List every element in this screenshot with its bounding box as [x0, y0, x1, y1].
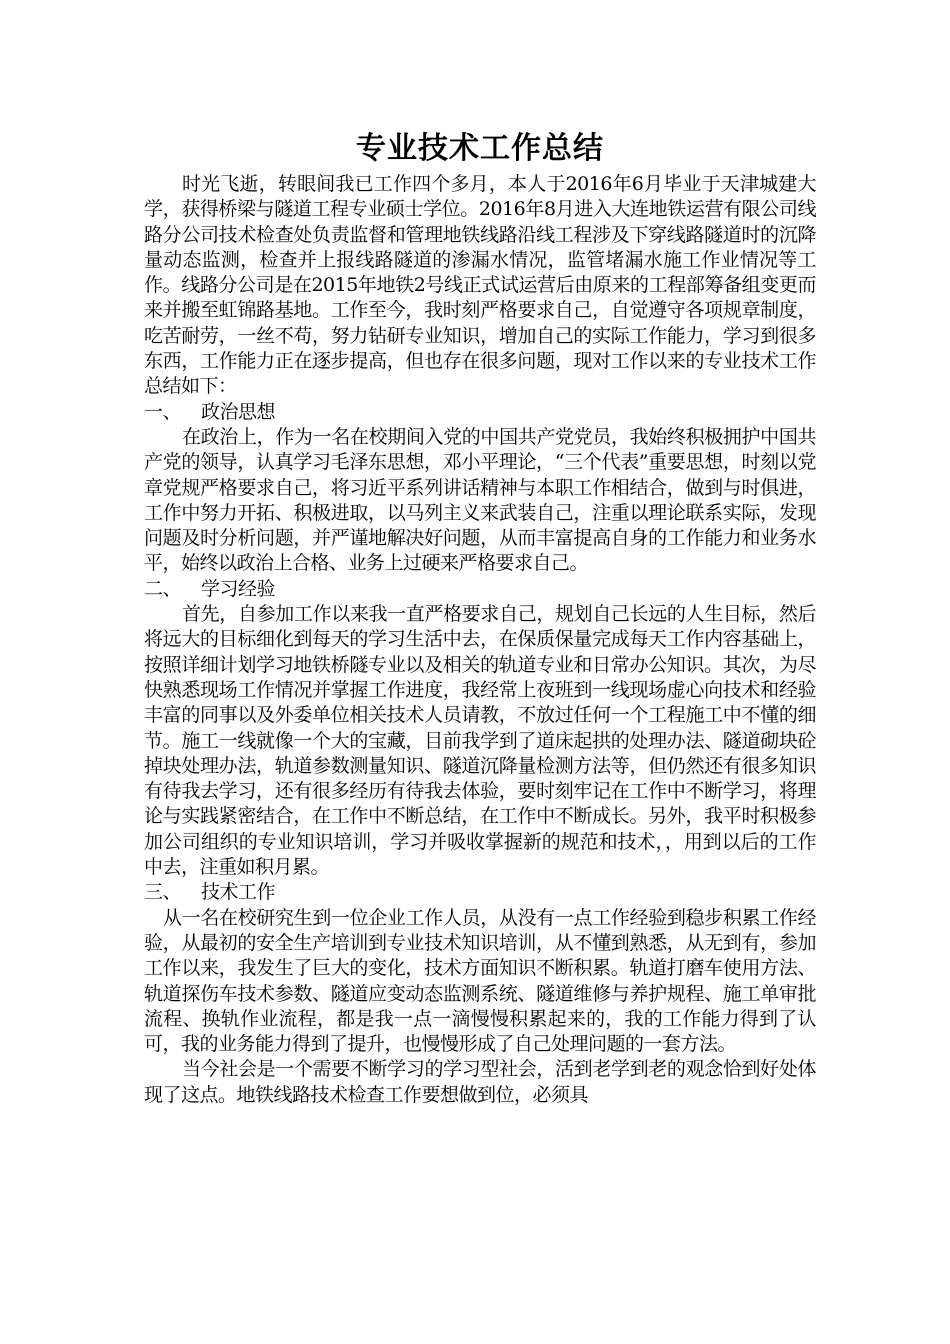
section-title: 技术工作 [201, 881, 276, 904]
technical-paragraph: 从一名在校研究生到一位企业工作人员，从没有一点工作经验到稳步积累工作经验，从最初的安全生产培训到专业技术知识培训，从不懂到熟悉，从无到有，参加工作以来，我发生了巨大的变化，技术方面知识不断积累。轨道打磨车使用方法、轨道探伤车技术参数、隧道应变动态监测系统、隧道维修与养护规程、施工单审批流程、换轨作业流程，都是我一点一滴慢慢积累起来的，我的工作能力得到了认可，我的业务能力得到了提升，也慢慢形成了自己处理问题的一套方法。 [144, 906, 816, 1056]
section-title: 学习经验 [201, 577, 276, 600]
section-number: 三、 [144, 881, 182, 904]
section-heading-technical [144, 880, 816, 905]
section-number: 二、 [144, 577, 182, 600]
politics-paragraph: 在政治上，作为一名在校期间入党的中国共产党党员，我始终积极拥护中国共产党的领导，认真学习毛泽东思想，邓小平理论，“三个代表”重要思想，时刻以党章党规严格要求自己，将习近平系列讲话精神与本职工作相结合，做到与时俱进，工作中努力开拓、积极进取，以马列主义来武装自己，注重以理论联系实际，发现问题及时分析问题，并严谨地解决好问题，从而丰富提高自身的工作能力和业务水平，始终以政治上合格、业务上过硬来严格要求自己。 [144, 425, 816, 575]
section-number: 一、 [144, 400, 182, 423]
section-heading-study [144, 577, 816, 602]
society-paragraph: 当今社会是一个需要不断学习的学习型社会，活到老学到老的观念恰到好处体现了这点。地铁线路技术检查工作要想做到位，必须具 [144, 1058, 816, 1106]
intro-paragraph: 时光飞逝，转眼间我已工作四个多月，本人于2016年6月毕业于天津城建大学，获得桥梁与隧道工程专业硕士学位。2016年8月进入大连地铁运营有限公司线路分公司技术检查处负责监督和管理地铁线路沿线工程涉及下穿线路隧道时的沉降量动态监测，检查并上报线路隧道的渗漏水情况，监管堵漏水施工作业情况等工作。线路分公司是在2015年地铁2号线正式试运营后由原来的工程部筹备组变更而来并搬至虹锦路基地。工作至今，我时刻严格要求自己，自觉遵守各项规章制度，吃苦耐劳，一丝不苟，努力钻研专业知识，增加自己的实际工作能力，学习到很多东西，工作能力正在逐步提高，但也存在很多问题，现对工作以来的专业技术工作总结如下： [144, 173, 816, 398]
section-heading-politics [144, 400, 816, 425]
document-title: 专业技术工作总结 [356, 131, 604, 166]
study-paragraph: 首先，自参加工作以来我一直严格要求自己，规划自己长远的人生目标，然后将远大的目标细化到每天的学习生活中去，在保质保量完成每天工作内容基础上，按照详细计划学习地铁桥隧专业以及相关的轨道专业和日常办公知识。其次，为尽快熟悉现场工作情况并掌握工作进度，我经常上夜班到一线现场虚心向技术和经验丰富的同事以及外委单位相关技术人员请教，不放过任何一个工程施工中不懂的细节。施工一线就像一个大的宝藏，目前我学到了道床起拱的处理办法、隧道砌块砼掉块处理办法，轨道参数测量知识、隧道沉降量检测方法等，但仍然还有很多知识有待我去学习，还有很多经历有待我去体验，要时刻牢记在工作中不断学习，将理论与实践紧密结合，在工作中不断总结，在工作中不断成长。另外，我平时积极参加公司组织的专业知识培训，学习并吸收掌握新的规范和技术，，用到以后的工作中去，注重如积月累。 [144, 603, 816, 879]
document-page [144, 128, 816, 1108]
section-title: 政治思想 [201, 400, 276, 423]
